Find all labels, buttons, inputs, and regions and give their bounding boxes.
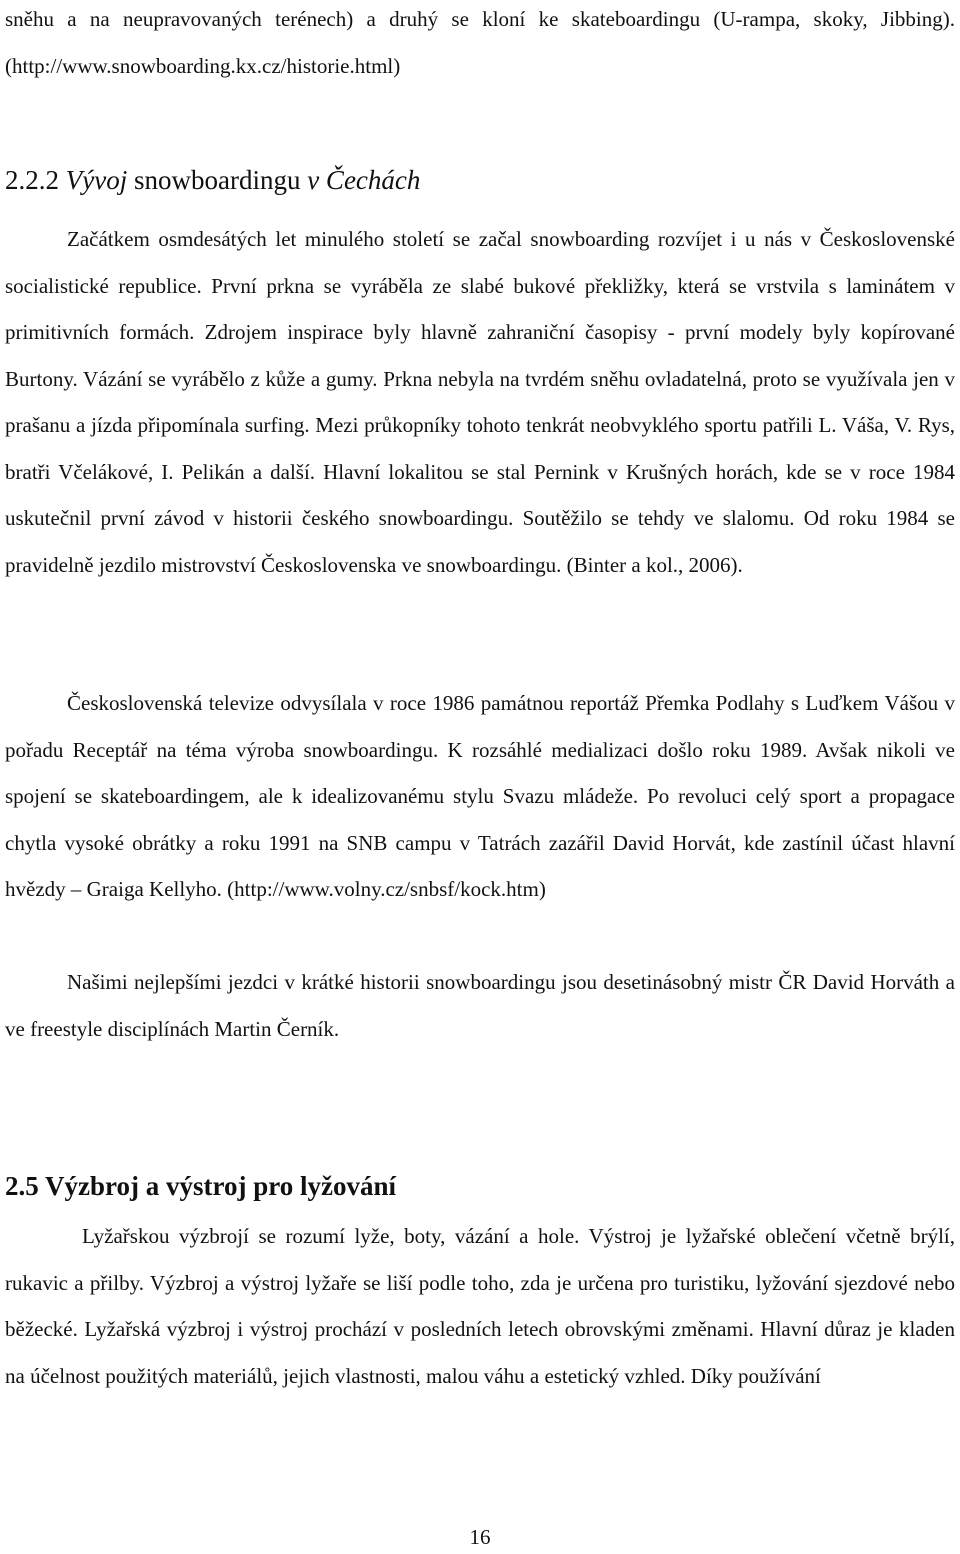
section-heading-2-2-2 <box>5 162 420 198</box>
paragraph-4: Lyžařskou výzbrojí se rozumí lyže, boty, vázání a hole. Výstroj je lyžařské oblečení včetně brýlí, rukavic a přilby. Výzbroj a výstroj lyžaře se liší podle toho, zda je určena pro turistiku, lyžování sjezdové nebo běžecké. Lyžařská výzbroj i výstroj prochází v posledních letech obrovskými změnami. Hlavní důraz je kladen na účelnost použitých materiálů, jejich vlastnosti, malou váhu a estetický vzhled. Díky používání <box>5 1224 955 1388</box>
page-number: 16 <box>469 1525 491 1549</box>
section-title-part-3: v Čechách <box>307 165 421 195</box>
section-title-part-2: snowboardingu <box>133 165 301 195</box>
section-title-part-1: Vývoj <box>65 165 128 195</box>
paragraph-1: Začátkem osmdesátých let minulého století se začal snowboarding rozvíjet i u nás v Československé socialistické republice. První prkna se vyráběla ze slabé bukové překližky, která se vrstvila s laminátem v primitivních formách. Zdrojem inspirace byly hlavně zahraniční časopisy - první modely byly kopírované Burtony. Vázání se vyrábělo z kůže a gumy. Prkna nebyla na tvrdém sněhu ovladatelná, proto se využívala jen v prašanu a jízda připomínala surfing. Mezi průkopníky tohoto tenkrát neobvyklého sportu patřili L. Váša, V. Rys, bratři Včelákové, I. Pelikán a další. Hlavní lokalitou se stal Pernink v Krušných horách, kde se v roce 1984 uskutečnil první závod v historii českého snowboardingu. Soutěžilo se tehdy ve slalomu. Od roku 1984 se pravidelně jezdilo mistrovství Československa ve snowboardingu. (Binter a kol., 2006). <box>5 227 955 577</box>
paragraph-2: Československá televize odvysílala v roce 1986 památnou reportáž Přemka Podlahy s Luďkem Vášou v pořadu Receptář na téma výroba snowboardingu. K rozsáhlé medializaci došlo roku 1989. Avšak nikoli ve spojení se skateboardingem, ale k idealizovanému stylu Svazu mládeže. Po revoluci celý sport a propagace chytla vysoké obrátky a roku 1991 na SNB campu v Tatrách zazářil David Horvát, kde zastínil účast hlavní hvězdy – Graiga Kellyho. (http://www.volny.cz/snbsf/kock.htm) <box>5 691 955 901</box>
intro-paragraph: sněhu a na neupravovaných terénech) a druhý se kloní ke skateboardingu (U-rampa, skoky, Jibbing). (http://www.snowboarding.kx.cz/historie.html) <box>5 7 955 78</box>
section-heading-2-5: 2.5 Výzbroj a výstroj pro lyžování <box>5 1171 396 1201</box>
paragraph-3: Našimi nejlepšími jezdci v krátké historii snowboardingu jsou desetinásobný mistr ČR David Horváth a ve freestyle disciplínách Martin Černík. <box>5 970 955 1041</box>
section-number: 2.2.2 <box>5 165 59 195</box>
